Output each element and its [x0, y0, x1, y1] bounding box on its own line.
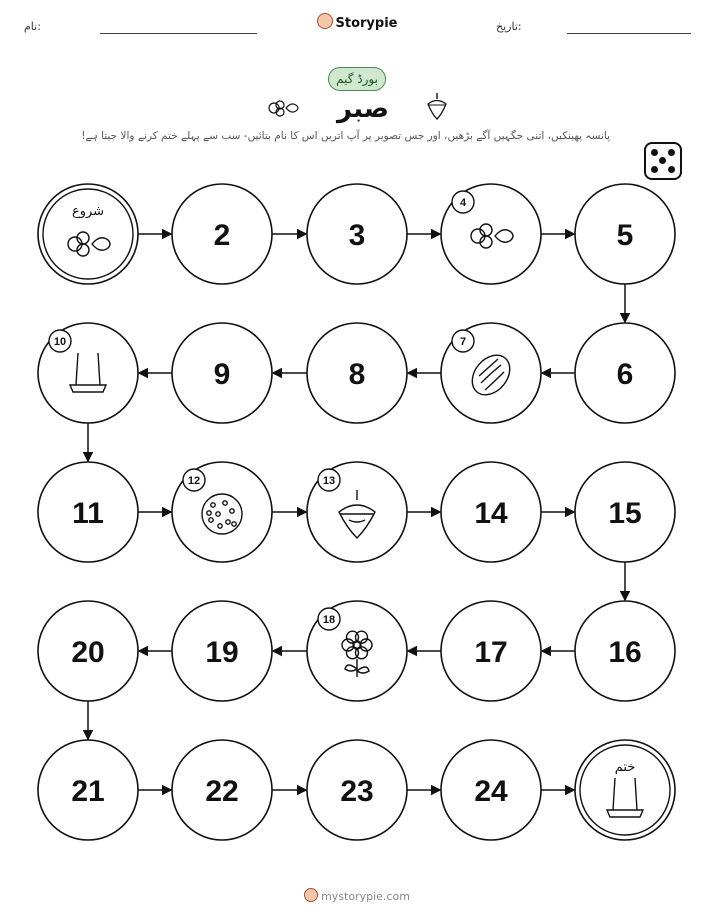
board-space-2 — [172, 184, 272, 284]
space-label: ختم — [614, 760, 636, 775]
space-number: 12 — [187, 475, 201, 487]
board-space-6 — [575, 323, 675, 423]
board-space-22 — [172, 740, 272, 840]
space-number: 15 — [608, 497, 642, 530]
board-space-15 — [575, 462, 675, 562]
title-text: صبر — [337, 94, 389, 124]
space-circle — [575, 740, 675, 840]
space-number: 4 — [459, 197, 467, 209]
board-space-8 — [307, 323, 407, 423]
footer-url: mystorypie.com — [321, 890, 410, 903]
board-space-25 — [575, 740, 675, 840]
board-space-17 — [441, 601, 541, 701]
space-number: 23 — [340, 775, 374, 808]
board-space-11 — [38, 462, 138, 562]
space-number: 5 — [616, 219, 634, 252]
board-space-23 — [307, 740, 407, 840]
board-space-5 — [575, 184, 675, 284]
board-space-13 — [307, 462, 407, 562]
space-number: 24 — [474, 775, 508, 808]
space-number: 7 — [459, 336, 467, 348]
board-space-24 — [441, 740, 541, 840]
space-number: 14 — [474, 497, 508, 530]
board-space-18 — [307, 601, 407, 701]
board-space-7 — [441, 323, 541, 423]
storypie-logo-icon — [304, 888, 318, 902]
space-number: 9 — [213, 358, 231, 391]
space-number: 18 — [322, 614, 336, 626]
board-space-16 — [575, 601, 675, 701]
board-space-10 — [38, 323, 138, 423]
board-space-20 — [38, 601, 138, 701]
space-number: 3 — [348, 219, 366, 252]
board-space-4 — [441, 184, 541, 284]
name-label: نام: — [24, 20, 41, 33]
space-number: 21 — [71, 775, 105, 808]
board-space-14 — [441, 462, 541, 562]
space-number: 11 — [72, 497, 104, 530]
space-number: 20 — [71, 636, 105, 669]
board-space-19 — [172, 601, 272, 701]
brand-name: Storypie — [335, 16, 398, 31]
space-number: 13 — [322, 475, 336, 487]
space-number: 17 — [474, 636, 508, 669]
space-label: شروع — [71, 204, 105, 219]
board-space-9 — [172, 323, 272, 423]
space-number: 8 — [348, 358, 366, 391]
board-space-3 — [307, 184, 407, 284]
board-space-21 — [38, 740, 138, 840]
board-space-1 — [38, 184, 138, 284]
space-number: 19 — [205, 636, 239, 669]
space-number: 16 — [608, 636, 642, 669]
board-space-12 — [172, 462, 272, 562]
board-spaces — [38, 184, 675, 840]
date-label: تاریخ: — [496, 20, 522, 33]
space-number: 22 — [205, 775, 239, 808]
space-number: 6 — [616, 358, 634, 391]
space-number: 10 — [53, 336, 67, 348]
board-game-tag: بورڈ گیم — [328, 67, 386, 91]
instructions: پانسہ پھینکیں، اتنی جگہیں آگے بڑھیں، اور جس تصویر پر آپ اتریں اس کا نام بتائیں- سب سے پہلے ختم کرنے والا جیتا ہے! — [81, 130, 610, 142]
footer — [0, 888, 714, 903]
space-number: 2 — [213, 219, 231, 252]
